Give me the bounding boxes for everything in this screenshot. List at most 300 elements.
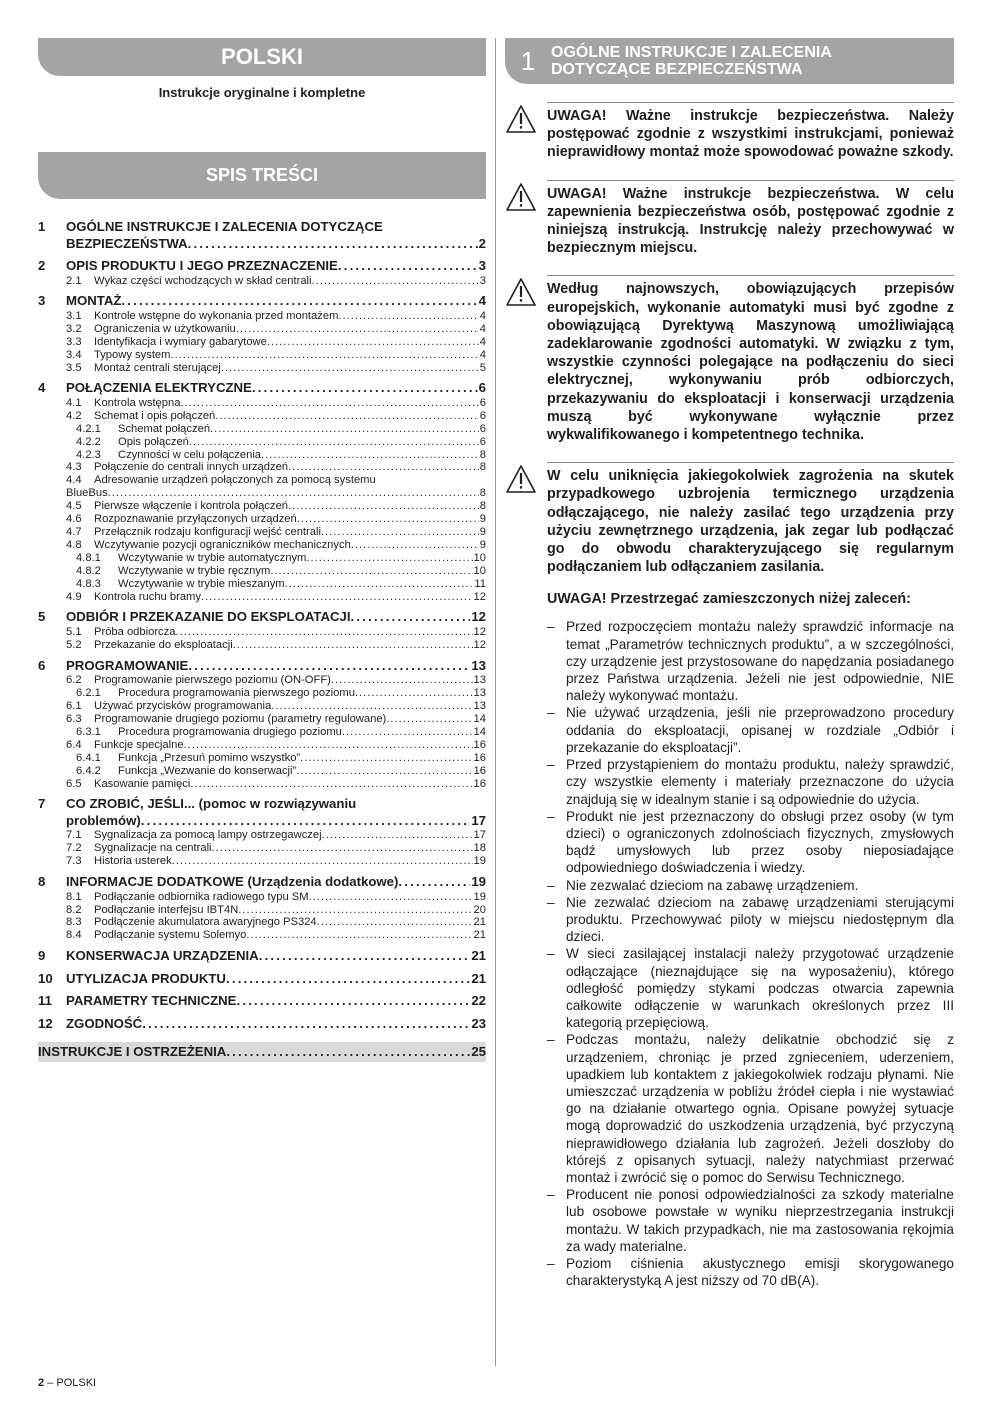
toc-page: 19 [471,874,486,890]
toc-number: 10 [38,970,53,986]
toc-leader [226,1042,470,1062]
toc-number: 6.3 [66,712,82,725]
toc-page: 13 [473,687,486,700]
toc-page: 13 [473,700,486,713]
toc-leader [355,687,473,700]
list-dash: – [547,1032,555,1048]
list-dash: – [547,757,555,773]
toc-final-row[interactable] [38,1042,486,1062]
toc-leader [215,410,479,423]
toc-entry[interactable] [38,700,486,713]
toc-label: Rozpoznawanie przyłączonych urządzeń [94,513,297,526]
toc-page: 6 [479,435,486,448]
list-item [547,877,954,894]
toc-label: Typowy system [94,348,171,361]
toc-leader [142,1016,470,1033]
toc-page: 14 [473,725,486,738]
toc-label: Funkcja „Przesuń pomimo wszystko” [118,751,301,764]
toc-number: 5.1 [66,625,82,638]
toc-page: 2 [478,235,486,251]
toc-leader [190,778,472,791]
toc-page: 8 [479,448,486,461]
list-item-text: Podczas montażu, należy delikatnie obchodzić się z urządzeniem, chroniąc je przed zgnieceniem, uderzeniem, upadkiem lub kontaktem z jakiegokolwiek rodzaju płynami. Nie umieszczać urządzenia w pobliżu źródeł ciepła i nie wystawiać go na działanie otwartego ognia. Opisane powyżej sytuacje mogą doprowadzić do uszkodzenia urządzenia, być przyczyną nieprawidłowego działania lub zagrożeń. Jeżeli doszłoby do którejś z opisanych sytuacji, należy natychmiast przerwać montaż i zwrócić się o pomoc do Serwisu Technicznego. [566,1032,954,1185]
list-dash: – [547,877,555,893]
section-title [551,44,832,78]
toc-label: Identyfikacja i wymiary gabarytowe [94,335,267,348]
toc-number: 8.3 [66,916,82,929]
toc-entry[interactable] [38,410,486,423]
list-dash: – [547,705,555,721]
recommendations-list [547,618,954,1289]
toc-entry[interactable] [38,765,486,778]
toc-entry[interactable] [38,916,486,929]
toc-label: OPIS PRODUKTU I JEGO PRZEZNACZENIE [66,258,338,273]
footer-language: POLSKI [56,1377,97,1389]
list-dash: – [547,1255,555,1271]
toc-label: Wczytywanie pozycji ograniczników mechanicznych [94,538,351,551]
toc-label: Funkcja „Wezwanie do konserwacji” [118,764,297,777]
list-item-text: Przed rozpoczęciem montażu należy sprawdzić informacje na temat „Parametrów technicznych produktu”, a w szczególności, czy urządzenie jest przystosowane do napędzania posiadanego przez Państwa urządzenia. Jeżeli nie jest odpowiednie, NIE należy wykonywać montażu. [566,619,954,704]
toc-entry[interactable] [38,552,486,565]
toc-number: 7 [38,796,46,812]
toc-leader [306,552,472,565]
toc-number: 6.1 [66,700,82,713]
list-item-text: Produkt nie jest przeznaczony do obsługi przez osoby (w tym dzieci) o ograniczonych zdolnościach fizycznych, zmysłowych bądź umysłowych lub przez osoby nieposiadające odpowiedniego doświadczenia i wiedzy. [566,808,954,876]
toc-entry[interactable] [38,1016,486,1033]
toc-number: 3.4 [66,348,82,361]
toc-label: Opis połączeń [118,435,189,448]
toc-label: INFORMACJE DODATKOWE (Urządzenia dodatkowe) [66,874,399,890]
toc-page: 10 [473,551,486,564]
toc-label: Ograniczenia w użytkowaniu [94,322,236,335]
toc-number: 6.4 [66,738,82,751]
warning-block [505,462,954,576]
toc-label: Adresowanie urządzeń połączonych za pomocą systemu [94,474,376,487]
toc-label: Wykaz części wchodzących w skład centrali [94,274,312,287]
toc-entry[interactable] [38,539,486,552]
toc-page: 12 [473,638,486,651]
toc-number: 4.2.3 [76,448,101,461]
toc-entry[interactable] [38,658,486,675]
toc-label-continued: problemów) [66,812,141,828]
toc-entry[interactable] [38,461,486,474]
toc-label: Próba odbiorcza [94,625,176,638]
toc-entry[interactable] [38,687,486,700]
toc-label: Programowanie drugiego poziomu (parametry regulowane) [94,712,387,725]
toc-page: 21 [473,929,486,942]
section-title-line-1: OGÓLNE INSTRUKCJE I ZALECENIA [551,44,832,61]
toc-leader [297,513,479,526]
toc-entry[interactable] [38,929,486,942]
toc-entry[interactable] [38,397,486,410]
toc-page: 4 [479,348,486,361]
toc-entry[interactable] [38,500,486,513]
toc-leader [309,891,473,904]
toc-label: Przełącznik rodzaju konfiguracji wejść centrali [94,526,321,538]
toc-entry[interactable] [38,275,486,288]
toc-label-continued: BlueBus [66,487,108,500]
toc-row [38,474,486,487]
toc-entry[interactable] [38,565,486,578]
toc-entry[interactable] [38,474,486,500]
list-item [547,808,954,877]
toc-leader [252,380,478,397]
toc-entry[interactable] [38,219,486,252]
toc-entry[interactable] [38,726,486,739]
list-dash: – [547,619,555,635]
toc-page: 19 [473,890,486,903]
toc-row [38,236,486,253]
toc-leader [321,526,479,539]
toc-page: 13 [471,657,486,673]
toc-leader [351,539,479,552]
toc-number: 9 [38,948,46,964]
toc-number: 5.2 [66,638,82,651]
toc-number: 4.3 [66,461,82,474]
toc-label: Podłączanie odbiornika radiowego typu SM [94,890,309,903]
toc-leader [210,423,479,436]
toc-number: 6.4.2 [76,764,101,777]
toc-leader [312,275,479,288]
toc-entry[interactable] [38,513,486,526]
toc-leader [288,461,479,474]
list-item [547,618,954,704]
toc-label: Kontrole wstępne do wykonania przed montażem [94,309,339,322]
list-item [547,945,954,1031]
subtitle: Instrukcje oryginalne i kompletne [158,85,366,100]
toc-entry[interactable] [38,323,486,336]
toc-leader [175,626,472,639]
toc-entry[interactable] [38,423,486,436]
list-dash: – [547,946,555,962]
recommendations-heading: UWAGA! Przestrzegać zamieszczonych niżej zaleceń: [547,591,911,608]
toc-label: Wczytywanie w trybie ręcznym [118,564,271,577]
toc-leader [170,349,478,362]
toc-page: 17 [473,829,486,842]
toc-leader [141,813,471,830]
list-item-text: Nie używać urządzenia, jeśli nie przeprowadzono procedury oddania do eksploatacji, opisanej w rozdziale „Odbiór i przekazanie do eksploatacji”. [566,705,954,755]
toc-page: 3 [478,258,486,273]
toc-leader [296,765,472,778]
toc-number: 4.1 [66,396,82,409]
toc-entry[interactable] [38,591,486,604]
list-item-text: W sieci zasilającej instalacji należy przygotować urządzenie odłączające (nieznajdujące się na wyposażeniu), którego odległość pomiędzy stykami podczas otwarcia zapewnia całkowite odłączenie w warunkach określonych przez III kategorią przepięciową. [566,946,954,1031]
toc-leader [189,436,479,449]
toc-entry[interactable] [38,739,486,752]
toc-number: 3.5 [66,361,82,374]
toc-page: 16 [473,751,486,764]
toc-page: 4 [479,309,486,322]
toc-entry[interactable] [38,362,486,375]
toc-page: 4 [479,322,486,335]
toc-page: 21 [471,970,486,986]
toc-page: 6 [479,409,486,422]
toc-number: 6 [38,657,46,673]
toc-entry[interactable] [38,526,486,539]
toc-entry[interactable] [38,874,486,891]
warning-triangle-icon [505,180,547,258]
toc-entry[interactable] [38,752,486,765]
footer-page-number: 2 [38,1377,45,1389]
toc-page: 21 [471,948,486,964]
toc-leader [398,874,470,891]
list-item-text: Poziom ciśnienia akustycznego emisji skorygowanego charakterystyką A jest niższy od 70 dB(A). [566,1255,954,1289]
toc-page: 16 [473,777,486,790]
toc-number: 2 [38,258,46,273]
toc-number: 2.1 [66,274,82,287]
toc-page: 3 [479,274,486,287]
toc-page: 11 [474,577,486,590]
toc-page: 10 [473,564,486,577]
warning-block [505,180,954,258]
toc-entry[interactable] [38,293,486,310]
toc-label: Schemat i opis połączeń [94,409,216,422]
toc-label: Sygnalizacja za pomocą lampy ostrzegawczej [94,829,322,842]
toc-label: MONTAŻ [66,293,122,309]
toc-entry[interactable] [38,626,486,639]
right-column [505,38,954,1289]
toc-final-label: INSTRUKCJE I OSTRZEŻENIA [38,1044,227,1060]
toc-entry[interactable] [38,904,486,917]
toc-label: Kontrola ruchu bramy [94,590,201,603]
toc-label: Przekazanie do eksploatacji [94,638,233,651]
toc-number: 3 [38,293,46,309]
list-dash: – [547,894,555,910]
language-title: POLSKI [38,38,486,76]
toc-entry[interactable] [38,842,486,855]
warning-text: UWAGA! Ważne instrukcje bezpieczeństwa. W celu zapewnienia bezpieczeństwa osób, postępować zgodnie z niniejszą instrukcją. Instrukcję należy przechowywać w bezpiecznym miejscu. [547,180,954,258]
toc-page: 16 [473,764,486,777]
toc-label: CO ZROBIĆ, JEŚLI... (pomoc w rozwiązywaniu [66,796,357,812]
toc-row [38,219,486,236]
warning-text: UWAGA! Ważne instrukcje bezpieczeństwa. Należy postępować zgodnie z wszystkimi instrukcjami, ponieważ nieprawidłowy montaż może spowodować poważne szkody. [547,102,954,162]
list-item [547,1255,954,1289]
toc-number: 3.1 [66,309,82,322]
toc-label: Używać przycisków programowania [94,700,272,713]
toc-entry[interactable] [38,948,486,965]
toc-number: 4.2.2 [76,435,101,448]
toc-leader [236,323,479,336]
toc-label: Montaż centrali sterującej [94,361,221,374]
toc-entry[interactable] [38,829,486,842]
list-item [547,1186,954,1255]
warning-text: Według najnowszych, obowiązujących przepisów europejskich, wykonanie automatyki musi być zgodne z obowiązującą Dyrektywą Maszynową umożliwiającą zadeklarowanie zgodności automatyki. W związku z tym, wszystkie czynności polegające na podłączeniu do sieci elektrycznej, wykonywaniu prób odbiorczych, przekazywaniu do eksploatacji i konserwacji urządzenia muszą być wykonywane wyłącznie przez wykwalifikowanego i kompetentnego technika. [547,275,954,444]
toc-leader [121,293,477,310]
toc-number: 4.2.1 [76,422,101,435]
toc-label: Historia usterek [94,855,172,868]
list-item-text: Nie zezwalać dzieciom na zabawę urządzeniami sterującymi produktu. Przechowywać piloty w miejscu niedostępnym dla dzieci. [566,894,954,945]
toc-leader [259,948,471,965]
toc-page: 21 [473,916,486,929]
toc-leader [338,310,478,323]
toc-leader [317,916,473,929]
toc-label: PROGRAMOWANIE [66,657,189,673]
toc-leader [246,929,472,942]
toc-leader [188,236,478,253]
toc-entry[interactable] [38,380,486,397]
toc-number: 11 [38,993,52,1009]
footer-separator: – [47,1377,54,1389]
toc-number: 12 [38,1015,53,1031]
page-footer [38,1377,96,1389]
toc-leader [386,713,472,726]
toc-label: ODBIÓR I PRZEKAZANIE DO EKSPLOATACJI [66,609,351,625]
table-of-contents [38,219,486,1032]
warning-block [505,102,954,162]
toc-label: Funkcje specjalne [94,738,184,751]
list-item-text: Producent nie ponosi odpowiedzialności za szkody materialne lub osobowe powstałe w wyniku nieprzestrzegania instrukcji montażu. W takich przypadkach, nie ma zastosowania rękojmia za wady materialne. [566,1187,954,1254]
list-item [547,1031,954,1186]
toc-number: 4.2 [66,409,82,422]
toc-final-page: 25 [471,1044,486,1060]
toc-leader [261,449,479,462]
toc-leader [180,397,478,410]
toc-number: 3.2 [66,322,82,335]
toc-label: PARAMETRY TECHNICZNE [66,993,237,1009]
toc-page: 8 [479,500,486,513]
toc-page: 17 [471,812,486,828]
toc-label: Podłączanie interfejsu IBT4N [94,903,239,916]
section-header [505,38,954,84]
toc-label: Wczytywanie w trybie automatycznym [118,551,307,564]
toc-entry[interactable] [38,713,486,726]
column-divider [495,38,496,1366]
toc-leader [172,855,473,868]
toc-number: 6.3.1 [76,725,101,738]
toc-label: Czynności w celu połączenia [118,448,262,461]
toc-number: 4.8 [66,538,82,551]
list-item [547,756,954,808]
toc-number: 6.4.1 [76,751,101,764]
toc-title: SPIS TREŚCI [38,152,486,199]
warning-block [505,275,954,444]
toc-number: 4.5 [66,500,82,513]
toc-page: 6 [479,422,486,435]
toc-number: 7.2 [66,842,82,855]
toc-number: 4.8.1 [76,551,101,564]
toc-number: 3.3 [66,335,82,348]
toc-page: 4 [479,335,486,348]
toc-label: KONSERWACJA URZĄDZENIA [66,948,259,964]
toc-label: UTYLIZACJA PRODUKTU [66,970,226,986]
toc-leader [271,700,472,713]
toc-leader [108,487,479,500]
toc-page: 6 [478,380,486,396]
toc-number: 8.1 [66,890,82,903]
toc-leader [201,591,473,604]
toc-page: 8 [479,461,486,474]
toc-entry[interactable] [38,258,486,275]
toc-page: 9 [479,526,486,538]
toc-entry[interactable] [38,310,486,323]
toc-number: 7.1 [66,829,82,842]
toc-row [38,487,486,500]
toc-entry[interactable] [38,578,486,591]
toc-entry[interactable] [38,336,486,349]
list-item [547,704,954,756]
toc-label: Procedura programowania drugiego poziomu [118,725,342,738]
toc-page: 16 [473,738,486,751]
toc-leader [188,658,470,675]
toc-entry[interactable] [38,993,486,1010]
toc-page: 9 [479,538,486,551]
warning-triangle-icon [505,102,547,162]
toc-entry[interactable] [38,778,486,791]
toc-page: 9 [479,513,486,526]
toc-entry[interactable] [38,971,486,988]
warning-triangle-icon [505,462,547,576]
toc-page: 12 [473,625,486,638]
toc-page: 14 [473,712,486,725]
toc-row [38,813,486,830]
toc-leader [226,971,470,988]
toc-number: 4.6 [66,513,82,526]
toc-leader [351,609,471,626]
list-dash: – [547,1187,555,1203]
warning-triangle-icon [505,275,547,444]
toc-page: 13 [473,674,486,687]
toc-entry[interactable] [38,349,486,362]
toc-number: 4.8.2 [76,564,101,577]
toc-label: POŁĄCZENIA ELEKTRYCZNE [66,380,252,396]
toc-number: 6.2.1 [76,687,101,700]
toc-entry[interactable] [38,639,486,652]
toc-page: 5 [479,361,486,374]
toc-leader [288,500,479,513]
toc-number: 8.4 [66,929,82,942]
toc-label: Połączenie do centrali innych urządzeń [94,461,289,474]
toc-entry[interactable] [38,855,486,868]
toc-label: Schemat połączeń [118,422,211,435]
toc-label: Wczytywanie w trybie mieszanym [118,577,285,590]
toc-number: 4.8.3 [76,577,101,590]
toc-page: 23 [471,1015,486,1031]
toc-label: Programowanie pierwszego poziomu (ON-OFF) [94,674,331,687]
toc-number: 6.5 [66,777,82,790]
toc-label: Kontrola wstępna [94,396,181,409]
toc-leader [270,565,472,578]
toc-leader [184,739,473,752]
toc-page: 22 [471,993,486,1009]
toc-entry[interactable] [38,891,486,904]
toc-label: ZGODNOŚĆ [66,1015,143,1031]
toc-number: 8 [38,874,46,890]
toc-label: Procedura programowania pierwszego poziomu [118,687,355,700]
toc-label-continued: BEZPIECZEŃSTWA [66,235,188,251]
toc-entry[interactable] [38,449,486,462]
toc-number: 5 [38,609,46,625]
toc-page: 4 [478,293,486,309]
section-number: 1 [520,45,536,76]
toc-label: Podłączanie systemu Solemyo [94,929,247,942]
toc-page: 8 [479,487,486,500]
toc-label: OGÓLNE INSTRUKCJE I ZALECENIA DOTYCZĄCE [66,219,383,234]
toc-entry[interactable] [38,436,486,449]
toc-leader [300,752,472,765]
toc-leader [238,904,472,917]
toc-leader [236,993,470,1010]
toc-entry[interactable] [38,796,486,829]
toc-entry[interactable] [38,674,486,687]
warning-text: W celu uniknięcia jakiegokolwiek zagrożenia na skutek przypadkowego uzbrojenia termicznego urządzenia odłączającego, nie należy zasilać tego urządzenia przy użyciu zewnętrznego urządzenia, jak zegar lub podłączać go do obwodu charakteryzującego się regularnym podłączaniem lub odłączaniem zasilania. [547,462,954,576]
section-title-line-2: DOTYCZĄCE BEZPIECZEŃSTWA [551,61,803,78]
toc-leader [331,674,473,687]
toc-number: 8.2 [66,903,82,916]
toc-page: 20 [473,903,486,916]
toc-entry[interactable] [38,609,486,626]
toc-number: 6.2 [66,674,82,687]
toc-page: 6 [479,396,486,409]
